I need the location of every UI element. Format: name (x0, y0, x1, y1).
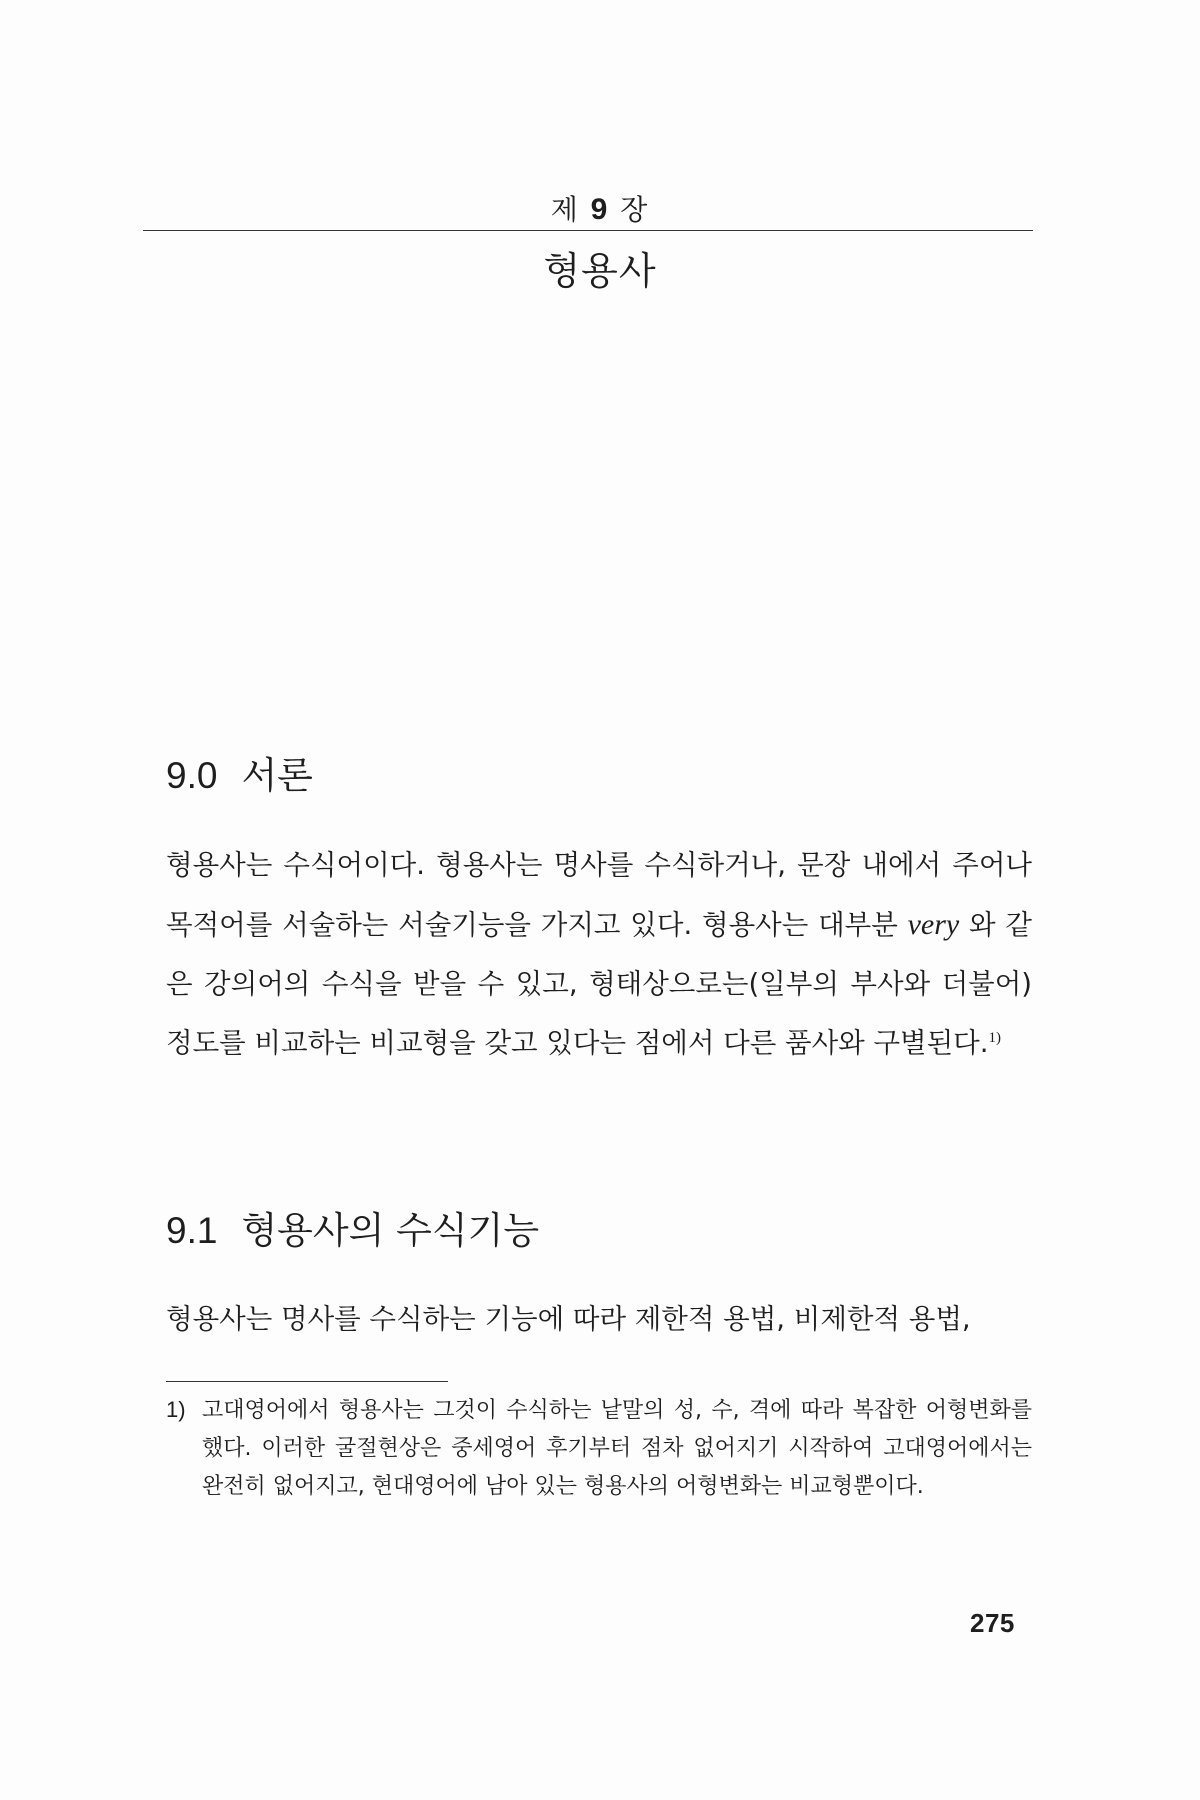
section-heading-intro (166, 745, 313, 799)
section-heading-modifier-function (166, 1200, 539, 1254)
paragraph-text: 와 같은 강의어의 수식을 받을 수 있고, 형태상으로는(일부의 부사와 더불어) 정도를 비교하는 비교형을 갖고 있다는 점에서 다른 품사와 구별된다. (166, 909, 1032, 1059)
intro-paragraph (166, 836, 1032, 1073)
chapter-divider (143, 230, 1033, 231)
section-title: 서론 (241, 754, 313, 797)
footnote (166, 1391, 1032, 1506)
chapter-label (0, 188, 1200, 228)
section-number: 9.0 (166, 755, 218, 796)
section-title: 형용사의 수식기능 (241, 1209, 540, 1252)
chapter-title: 형용사 (543, 249, 657, 293)
footnote-text: 고대영어에서 형용사는 그것이 수식하는 낱말의 성, 수, 격에 따라 복잡한 어형변화를 했다. 이러한 굴절현상은 중세영어 후기부터 점차 없어지기 시작하여 고대영어에서는 완전히 없어지고, 현대영어에 남아 있는 형용사의 어형변화는 비교형뿐이다. (202, 1398, 1032, 1499)
emphasized-word: very (907, 908, 960, 941)
footnote-reference[interactable]: 1) (988, 1029, 1001, 1046)
chapter-label-suffix: 장 (620, 193, 650, 226)
section-number: 9.1 (166, 1210, 218, 1251)
chapter-number: 9 (590, 193, 610, 226)
modifier-function-paragraph: 형용사는 명사를 수식하는 기능에 따라 제한적 용법, 비제한적 용법, (166, 1303, 971, 1335)
chapter-label-prefix: 제 (550, 193, 580, 226)
paragraph-text: 형용사는 수식어이다. 형용사는 명사를 수식하거나, 문장 내에서 주어나 목적어를 서술하는 서술기능을 가지고 있다. 형용사는 대부분 (166, 849, 1032, 941)
footnote-number: 1) (166, 1397, 186, 1422)
page-number: 275 (970, 1608, 1015, 1638)
footnote-divider (166, 1381, 448, 1382)
